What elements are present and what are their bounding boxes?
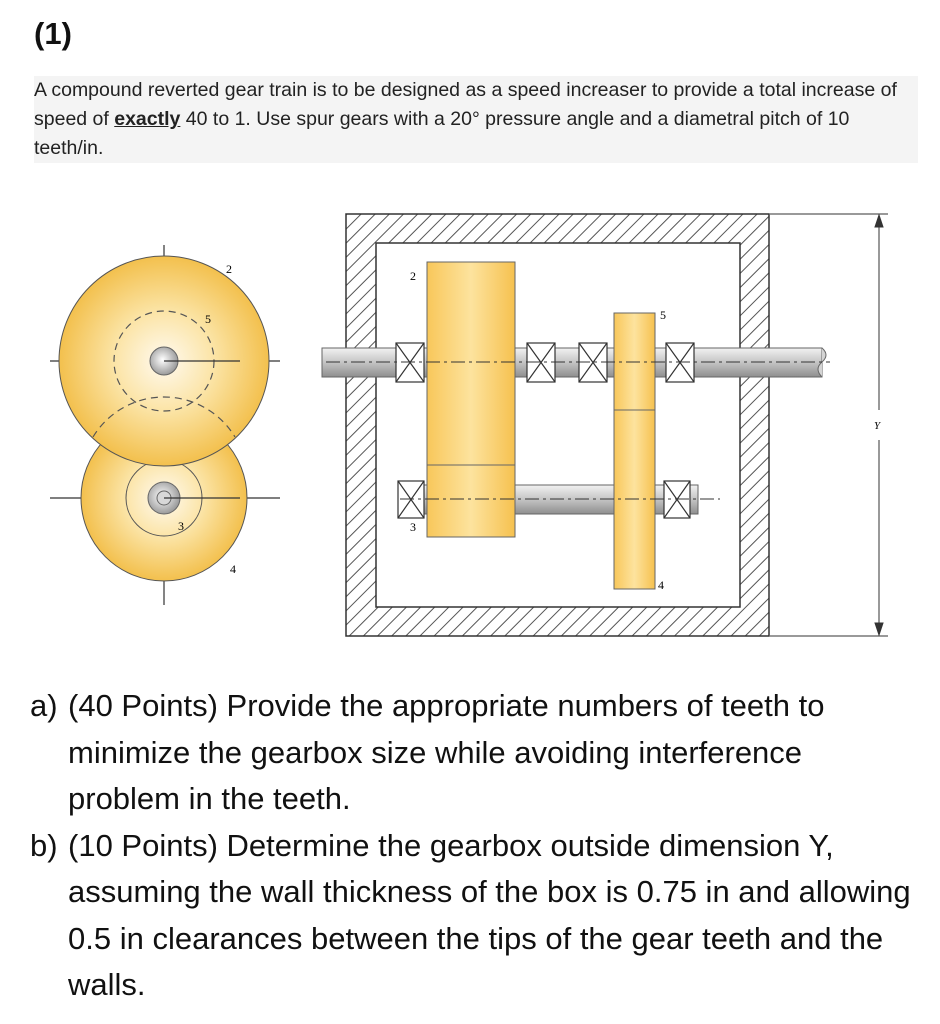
section-view <box>322 214 830 636</box>
problem-number: (1) <box>34 16 72 51</box>
section-label-3: 3 <box>410 520 416 534</box>
problem-statement <box>34 76 918 163</box>
question-b-text: (10 Points) Determine the gearbox outside dimension Y, assuming the wall thickness of the box is 0.75 in and allowing 0.5 in clearances between the tips of the gear teeth and the walls. <box>68 827 911 1002</box>
end-view-label-4: 4 <box>230 562 236 576</box>
gear-train-figure <box>30 205 890 660</box>
intro-emphasis: exactly <box>114 108 181 130</box>
end-view-label-3: 3 <box>178 519 184 533</box>
question-a-marker: a) <box>30 688 58 723</box>
end-view-label-2: 2 <box>226 262 232 276</box>
intro-text-end: 40 to 1. Use spur gears with a 20° pressure angle and a diametral pitch of 10 teeth/in. <box>34 108 850 159</box>
section-label-2: 2 <box>410 269 416 283</box>
section-label-4: 4 <box>658 578 664 592</box>
section-label-5: 5 <box>660 308 666 322</box>
question-a-text: (40 Points) Provide the appropriate numbers of teeth to minimize the gearbox size while avoiding interference problem in the teeth. <box>68 688 825 816</box>
end-view-label-5: 5 <box>205 312 211 326</box>
dimension-y <box>770 214 888 636</box>
dimension-y-label: Y <box>874 420 881 432</box>
question-b <box>30 823 915 1009</box>
section-gear-3 <box>427 465 515 537</box>
question-list <box>30 683 915 1009</box>
question-b-marker: b) <box>30 827 58 863</box>
section-gear-2 <box>427 262 515 465</box>
end-view <box>50 245 280 605</box>
gear-train-diagram <box>30 205 890 660</box>
intro-text-start: A compound reverted gear train is to be designed as a speed increaser to provide a total increase of speed of <box>34 79 897 130</box>
question-a <box>30 683 915 823</box>
